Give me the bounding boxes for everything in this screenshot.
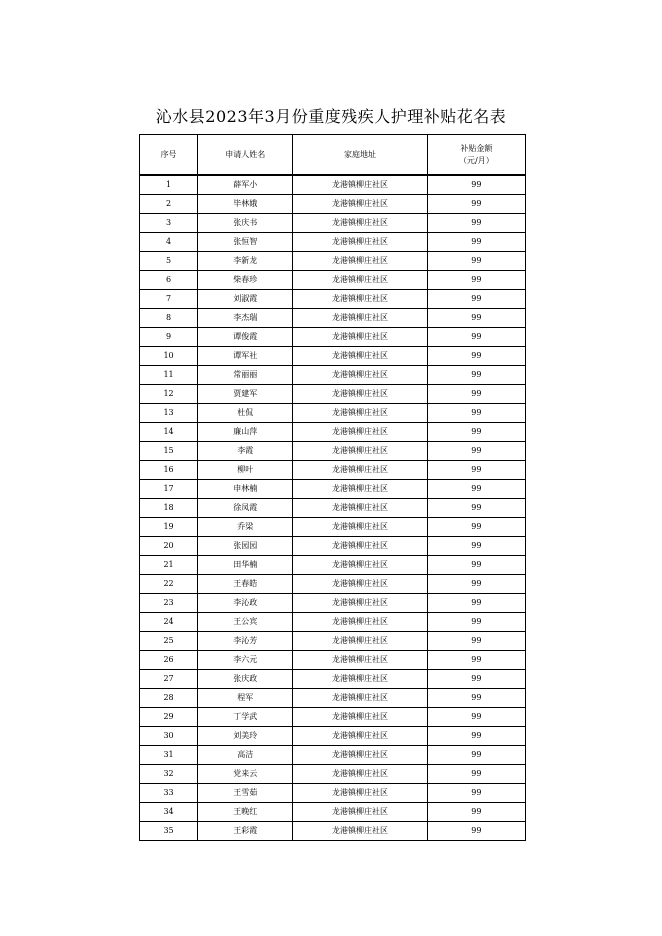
table-row: [140, 423, 526, 442]
row-address-cell: 龙港镇柳庄社区: [293, 175, 427, 195]
row-index-cell: 12: [140, 385, 198, 404]
table-row: [140, 613, 526, 632]
row-name-cell: 王彩霞: [198, 822, 293, 841]
row-name-cell: 徐凤霞: [198, 499, 293, 518]
row-index-cell: 13: [140, 404, 198, 423]
row-name-cell: 李新龙: [198, 252, 293, 271]
row-index-cell: 10: [140, 347, 198, 366]
row-index-cell: 2: [140, 195, 198, 214]
table-row: [140, 442, 526, 461]
row-index-cell: 21: [140, 556, 198, 575]
row-amount-cell: 99: [427, 347, 525, 366]
table-row: [140, 480, 526, 499]
table-row: [140, 708, 526, 727]
row-name-cell: 李沁政: [198, 594, 293, 613]
row-amount-cell: 99: [427, 271, 525, 290]
row-address-cell: 龙港镇柳庄社区: [293, 271, 427, 290]
row-name-cell: 常丽丽: [198, 366, 293, 385]
row-index-cell: 5: [140, 252, 198, 271]
header-name: 申请人姓名: [198, 135, 293, 176]
row-name-cell: 高洁: [198, 746, 293, 765]
row-name-cell: 谭俊霞: [198, 328, 293, 347]
row-name-cell: 柴春珍: [198, 271, 293, 290]
row-amount-cell: 99: [427, 784, 525, 803]
row-name-cell: 张庆政: [198, 670, 293, 689]
table-row: [140, 461, 526, 480]
table-row: [140, 651, 526, 670]
table-row: [140, 556, 526, 575]
row-amount-cell: 99: [427, 518, 525, 537]
row-name-cell: 谭军社: [198, 347, 293, 366]
table-row: [140, 746, 526, 765]
row-index-cell: 24: [140, 613, 198, 632]
row-amount-cell: 99: [427, 175, 525, 195]
table-row: [140, 803, 526, 822]
row-index-cell: 18: [140, 499, 198, 518]
row-amount-cell: 99: [427, 328, 525, 347]
row-amount-cell: 99: [427, 689, 525, 708]
row-index-cell: 29: [140, 708, 198, 727]
row-address-cell: 龙港镇柳庄社区: [293, 404, 427, 423]
table-row: [140, 822, 526, 841]
row-index-cell: 34: [140, 803, 198, 822]
table-row: [140, 195, 526, 214]
row-address-cell: 龙港镇柳庄社区: [293, 480, 427, 499]
row-amount-cell: 99: [427, 575, 525, 594]
table-row: [140, 784, 526, 803]
row-index-cell: 7: [140, 290, 198, 309]
row-amount-cell: 99: [427, 499, 525, 518]
row-name-cell: 程军: [198, 689, 293, 708]
row-address-cell: 龙港镇柳庄社区: [293, 442, 427, 461]
row-address-cell: 龙港镇柳庄社区: [293, 537, 427, 556]
table-row: [140, 575, 526, 594]
table-row: [140, 309, 526, 328]
row-name-cell: 杜侃: [198, 404, 293, 423]
table-row: [140, 175, 526, 195]
subsidy-roster-table: [139, 134, 526, 841]
row-index-cell: 31: [140, 746, 198, 765]
row-address-cell: 龙港镇柳庄社区: [293, 708, 427, 727]
row-name-cell: 王公宾: [198, 613, 293, 632]
row-address-cell: 龙港镇柳庄社区: [293, 670, 427, 689]
table-row: [140, 290, 526, 309]
row-name-cell: 申林楠: [198, 480, 293, 499]
row-amount-cell: 99: [427, 252, 525, 271]
row-address-cell: 龙港镇柳庄社区: [293, 765, 427, 784]
row-address-cell: 龙港镇柳庄社区: [293, 746, 427, 765]
row-address-cell: 龙港镇柳庄社区: [293, 499, 427, 518]
row-address-cell: 龙港镇柳庄社区: [293, 518, 427, 537]
row-name-cell: 毕林娥: [198, 195, 293, 214]
row-address-cell: 龙港镇柳庄社区: [293, 328, 427, 347]
row-name-cell: 李杰瑞: [198, 309, 293, 328]
row-address-cell: 龙港镇柳庄社区: [293, 803, 427, 822]
row-address-cell: 龙港镇柳庄社区: [293, 556, 427, 575]
table-row: [140, 689, 526, 708]
row-amount-cell: 99: [427, 404, 525, 423]
table-row: [140, 518, 526, 537]
row-index-cell: 4: [140, 233, 198, 252]
row-index-cell: 17: [140, 480, 198, 499]
row-name-cell: 田华楠: [198, 556, 293, 575]
row-name-cell: 张庆书: [198, 214, 293, 233]
row-amount-cell: 99: [427, 746, 525, 765]
row-address-cell: 龙港镇柳庄社区: [293, 613, 427, 632]
row-address-cell: 龙港镇柳庄社区: [293, 461, 427, 480]
row-name-cell: 廉山萍: [198, 423, 293, 442]
header-amount-label: 补贴金额: [460, 143, 493, 153]
row-name-cell: 王雪茹: [198, 784, 293, 803]
table-row: [140, 328, 526, 347]
row-index-cell: 14: [140, 423, 198, 442]
row-amount-cell: 99: [427, 461, 525, 480]
row-amount-cell: 99: [427, 670, 525, 689]
row-index-cell: 6: [140, 271, 198, 290]
row-address-cell: 龙港镇柳庄社区: [293, 651, 427, 670]
row-address-cell: 龙港镇柳庄社区: [293, 347, 427, 366]
table-row: [140, 366, 526, 385]
row-amount-cell: 99: [427, 290, 525, 309]
row-address-cell: 龙港镇柳庄社区: [293, 594, 427, 613]
row-amount-cell: 99: [427, 233, 525, 252]
table-row: [140, 385, 526, 404]
table-row: [140, 632, 526, 651]
row-name-cell: 刘美玲: [198, 727, 293, 746]
page-title: 沁水县2023年3月份重度残疾人护理补贴花名表: [155, 107, 507, 126]
row-amount-cell: 99: [427, 537, 525, 556]
table-row: [140, 727, 526, 746]
row-address-cell: 龙港镇柳庄社区: [293, 575, 427, 594]
row-address-cell: 龙港镇柳庄社区: [293, 309, 427, 328]
table-body: [140, 175, 526, 841]
row-name-cell: 丁学武: [198, 708, 293, 727]
row-amount-cell: 99: [427, 366, 525, 385]
row-index-cell: 16: [140, 461, 198, 480]
row-index-cell: 25: [140, 632, 198, 651]
row-index-cell: 23: [140, 594, 198, 613]
row-address-cell: 龙港镇柳庄社区: [293, 195, 427, 214]
table-header-row: [140, 135, 526, 176]
row-name-cell: 党来云: [198, 765, 293, 784]
row-amount-cell: 99: [427, 822, 525, 841]
row-amount-cell: 99: [427, 556, 525, 575]
row-name-cell: 贾建军: [198, 385, 293, 404]
header-amount-unit: （元/月）: [459, 155, 494, 165]
row-amount-cell: 99: [427, 309, 525, 328]
row-address-cell: 龙港镇柳庄社区: [293, 290, 427, 309]
row-index-cell: 1: [140, 175, 198, 195]
table-row: [140, 214, 526, 233]
row-amount-cell: 99: [427, 613, 525, 632]
row-amount-cell: 99: [427, 803, 525, 822]
row-amount-cell: 99: [427, 708, 525, 727]
row-address-cell: 龙港镇柳庄社区: [293, 252, 427, 271]
row-address-cell: 龙港镇柳庄社区: [293, 214, 427, 233]
header-index: 序号: [140, 135, 198, 176]
row-name-cell: 乔梁: [198, 518, 293, 537]
table-row: [140, 347, 526, 366]
row-index-cell: 32: [140, 765, 198, 784]
row-amount-cell: 99: [427, 632, 525, 651]
header-address: 家庭地址: [293, 135, 427, 176]
table-row: [140, 499, 526, 518]
row-address-cell: 龙港镇柳庄社区: [293, 385, 427, 404]
row-name-cell: 王晚红: [198, 803, 293, 822]
row-index-cell: 33: [140, 784, 198, 803]
row-name-cell: 刘淑霞: [198, 290, 293, 309]
row-address-cell: 龙港镇柳庄社区: [293, 366, 427, 385]
row-amount-cell: 99: [427, 594, 525, 613]
row-index-cell: 22: [140, 575, 198, 594]
row-name-cell: 张园园: [198, 537, 293, 556]
row-index-cell: 35: [140, 822, 198, 841]
row-index-cell: 20: [140, 537, 198, 556]
row-index-cell: 27: [140, 670, 198, 689]
row-index-cell: 9: [140, 328, 198, 347]
row-index-cell: 3: [140, 214, 198, 233]
row-address-cell: 龙港镇柳庄社区: [293, 689, 427, 708]
row-address-cell: 龙港镇柳庄社区: [293, 784, 427, 803]
row-index-cell: 30: [140, 727, 198, 746]
row-index-cell: 11: [140, 366, 198, 385]
row-name-cell: 张恒智: [198, 233, 293, 252]
row-index-cell: 19: [140, 518, 198, 537]
table-row: [140, 404, 526, 423]
table-row: [140, 252, 526, 271]
row-name-cell: 柳叶: [198, 461, 293, 480]
row-amount-cell: 99: [427, 480, 525, 499]
row-name-cell: 王春皓: [198, 575, 293, 594]
row-amount-cell: 99: [427, 195, 525, 214]
row-address-cell: 龙港镇柳庄社区: [293, 727, 427, 746]
row-amount-cell: 99: [427, 423, 525, 442]
table-row: [140, 765, 526, 784]
row-address-cell: 龙港镇柳庄社区: [293, 233, 427, 252]
row-name-cell: 李沁芳: [198, 632, 293, 651]
row-index-cell: 28: [140, 689, 198, 708]
row-name-cell: 李霞: [198, 442, 293, 461]
table-row: [140, 537, 526, 556]
row-address-cell: 龙港镇柳庄社区: [293, 632, 427, 651]
row-amount-cell: 99: [427, 651, 525, 670]
row-amount-cell: 99: [427, 765, 525, 784]
row-amount-cell: 99: [427, 727, 525, 746]
row-name-cell: 李六元: [198, 651, 293, 670]
row-index-cell: 8: [140, 309, 198, 328]
row-amount-cell: 99: [427, 442, 525, 461]
table-row: [140, 594, 526, 613]
table-row: [140, 271, 526, 290]
table-row: [140, 233, 526, 252]
row-address-cell: 龙港镇柳庄社区: [293, 822, 427, 841]
table-row: [140, 670, 526, 689]
row-name-cell: 薛军小: [198, 175, 293, 195]
row-index-cell: 26: [140, 651, 198, 670]
row-index-cell: 15: [140, 442, 198, 461]
row-amount-cell: 99: [427, 214, 525, 233]
row-amount-cell: 99: [427, 385, 525, 404]
row-address-cell: 龙港镇柳庄社区: [293, 423, 427, 442]
header-amount: [427, 135, 525, 176]
